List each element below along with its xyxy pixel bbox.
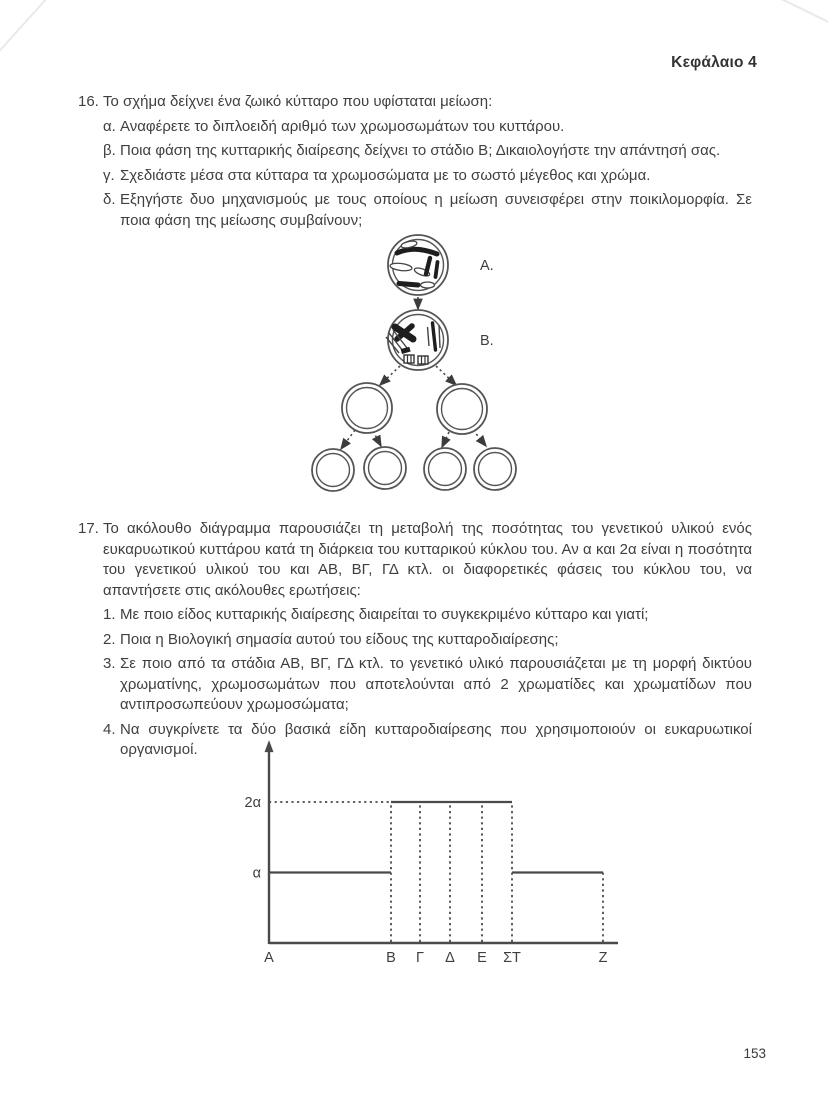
question-17-item-1 — [103, 605, 752, 626]
item-text: Με ποιο είδος κυτταρικής διαίρεσης διαιρείται το συγκεκριμένο κύτταρο και γιατί; — [120, 606, 649, 623]
question-17-item-2 — [103, 630, 752, 651]
item-label: 4. — [103, 720, 116, 738]
question-16-item-c — [103, 166, 752, 187]
scan-edge-artifact — [762, 0, 828, 33]
daughter-cell-right — [437, 384, 487, 434]
item-label: 2. — [103, 630, 116, 648]
final-cell-3 — [424, 448, 466, 490]
x-tick-label: Δ — [445, 950, 455, 966]
item-text: Αναφέρετε το διπλοειδή αριθμό των χρωμοσωμάτων του κυττάρου. — [120, 117, 565, 135]
question-16-number: 16. — [78, 93, 99, 110]
y-tick-label: α — [252, 865, 261, 882]
item-label: 3. — [103, 655, 116, 672]
question-16 — [78, 92, 752, 231]
cell-b-label: B. — [480, 333, 494, 349]
item-text: Ποια η Βιολογική σημασία αυτού του είδους της κυτταροδιαίρεσης; — [120, 630, 559, 648]
arrow-left-to-d2 — [373, 431, 381, 446]
item-label: β. — [103, 142, 116, 159]
question-16-item-b — [103, 141, 752, 162]
item-label: α. — [103, 117, 116, 135]
y-axis-arrowhead — [265, 740, 274, 752]
cell-a-label: A. — [480, 258, 494, 274]
item-label: 1. — [103, 606, 116, 623]
final-cell-2 — [364, 447, 406, 489]
arrow-b-to-left — [380, 366, 400, 385]
question-17-number: 17. — [78, 520, 99, 537]
genetic-material-chart — [229, 735, 629, 985]
item-label: δ. — [103, 191, 116, 208]
x-tick-label: Γ — [416, 950, 424, 966]
question-17 — [78, 519, 752, 761]
daughter-cell-left — [342, 383, 392, 433]
x-tick-label: Α — [264, 950, 274, 966]
y-tick-label: 2α — [244, 795, 261, 811]
question-16-item-a — [103, 117, 752, 138]
question-16-intro: Το σχήμα δείχνει ένα ζωικό κύτταρο που υφίσταται μείωση: — [103, 93, 493, 110]
page-number: 153 — [743, 1046, 766, 1061]
final-cell-1 — [312, 449, 354, 491]
cell-b — [386, 310, 448, 370]
question-17-item-3 — [103, 654, 752, 716]
meiosis-figure — [308, 227, 598, 504]
item-text: Εξηγήστε δυο μηχανισμούς με τους οποίους η μείωση συνεισφέρει στην ποικιλομορφία. Σε ποια φάση της μείωσης συμβαίνουν; — [120, 191, 752, 229]
arrow-right-to-d3 — [442, 432, 449, 447]
cell-a — [388, 235, 448, 295]
arrow-right-to-d4 — [473, 430, 486, 446]
item-text: Ποια φάση της κυτταρικής διαίρεσης δείχνει το στάδιο Β; Δικαιολογήστε την απάντησή σας. — [120, 142, 721, 159]
x-tick-label: ΣΤ — [503, 950, 521, 966]
item-text: Σε ποιο από τα στάδια ΑΒ, ΒΓ, ΓΔ κτλ. το γενετικό υλικό παρουσιάζεται με τη μορφή δικτύου χρωματίνης, χρωμοσωμάτων που αποτελούνται από 2 χρωματίδες και χρωματίδων που αντιπροσωπεύουν χρωμοσώματα; — [120, 655, 752, 713]
item-text: Σχεδιάστε μέσα στα κύτταρα τα χρωμοσώματα με το σωστό μέγεθος και χρώμα. — [120, 166, 651, 184]
x-tick-label: Β — [386, 950, 396, 966]
x-tick-label: Ζ — [598, 950, 608, 966]
x-tick-label: Ε — [477, 950, 487, 966]
scan-edge-artifact — [0, 0, 51, 60]
item-label: γ. — [103, 166, 115, 184]
chapter-header: Κεφάλαιο 4 — [671, 54, 757, 71]
arrow-left-to-d1 — [341, 430, 355, 449]
item-text: Να συγκρίνετε τα δύο βασικά είδη κυτταροδιαίρεσης που χρησιμοποιούν οι ευκαρυωτικοί οργανισμοί. — [120, 720, 752, 758]
final-cell-4 — [474, 448, 516, 490]
question-17-intro: Το ακόλουθο διάγραμμα παρουσιάζει τη μεταβολή της ποσότητας του γενετικού υλικού ενός ευκαρυωτικού κυττάρου κατά τη διάρκεια του κυτταρικού κύκλου του. Αν α και 2α είναι η ποσότητα του γενετικού υλικού του και ΑΒ, ΒΓ, ΓΔ κτλ. οι διαφορετικές φάσεις του κύκλου του, να απαντήσετε στις ακόλουθες ερωτήσεις: — [103, 520, 752, 599]
arrow-b-to-right — [436, 366, 456, 385]
question-16-item-d — [103, 190, 752, 231]
